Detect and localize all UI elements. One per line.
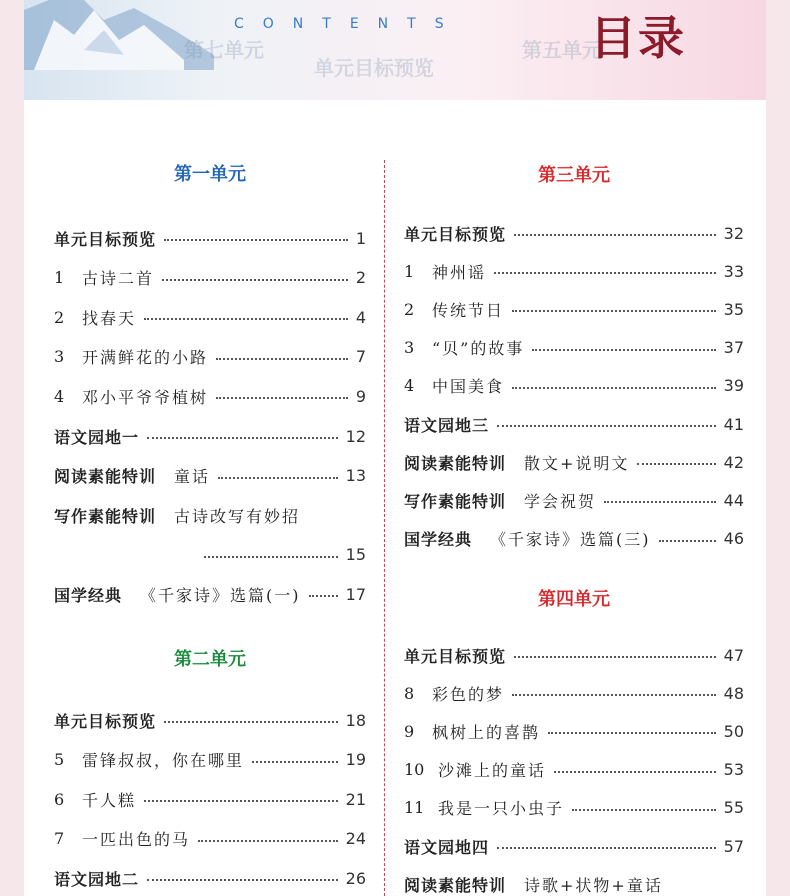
toc-entry[interactable]: [404, 297, 744, 321]
entry-title: 神州谣: [432, 262, 487, 282]
ghost-text: 第五单元: [522, 38, 602, 62]
toc-page: [24, 0, 766, 896]
unit-heading: 第三单元: [538, 165, 610, 186]
entry-title: 单元目标预览: [404, 646, 507, 666]
dot-leader: [252, 761, 338, 763]
page-number: 18: [345, 710, 366, 730]
toc-entry[interactable]: [54, 384, 366, 408]
entry-title: 彩色的梦: [432, 684, 505, 704]
entry-number: 9: [404, 721, 415, 741]
page-number: 4: [355, 307, 366, 327]
entry-title: 单元目标预览: [54, 229, 157, 249]
ghost-text: 单元目标预览: [314, 56, 434, 80]
entry-title: 传统节日: [432, 300, 505, 320]
entry-title: 沙滩上的童话: [438, 761, 547, 781]
column-divider: [384, 160, 385, 896]
toc-entry[interactable]: [54, 748, 366, 772]
toc-entry[interactable]: [404, 374, 744, 398]
entry-subtitle: 《千家诗》选篇(一): [140, 585, 301, 605]
entry-number: 2: [54, 307, 65, 327]
page-number: 24: [345, 829, 366, 849]
entry-title: 语文园地三: [404, 415, 490, 435]
toc-entry[interactable]: [404, 336, 744, 360]
page-number: 39: [723, 376, 744, 396]
dot-leader: [554, 771, 716, 773]
ghost-text: 第七单元: [184, 38, 264, 62]
entry-title: 语文园地四: [404, 837, 490, 857]
entry-number: 1: [54, 268, 65, 288]
entry-number: 10: [404, 760, 425, 780]
entry-number: 2: [404, 299, 415, 319]
dot-leader: [164, 239, 348, 241]
header-banner: [24, 0, 766, 100]
page-number: 35: [723, 299, 744, 319]
entry-title: 我是一只小虫子: [438, 799, 565, 819]
page-number: 37: [723, 338, 744, 358]
entry-title: 单元目标预览: [54, 711, 157, 731]
dot-leader: [147, 437, 338, 439]
toc-entry[interactable]: [404, 412, 744, 436]
dot-leader: [164, 721, 338, 723]
entry-title: 阅读素能特训: [404, 453, 507, 473]
page-number: 42: [723, 452, 744, 472]
entry-title: 一匹出色的马: [82, 830, 191, 850]
toc-entry[interactable]: [404, 834, 744, 858]
entry-title: 开满鲜花的小路: [82, 348, 209, 368]
unit-heading: 第一单元: [174, 164, 246, 185]
entry-title: 雷锋叔叔，你在哪里: [82, 751, 245, 771]
page-number: 12: [345, 426, 366, 446]
toc-entry[interactable]: [54, 866, 366, 890]
page-number: 44: [723, 490, 744, 510]
toc-entry[interactable]: [54, 827, 366, 851]
dot-leader: [512, 694, 716, 696]
entry-number: 7: [54, 829, 65, 849]
entry-number: 4: [54, 386, 65, 406]
entry-title: 阅读素能特训: [54, 467, 157, 487]
entry-title: 枫树上的喜鹊: [432, 722, 541, 742]
entry-number: 3: [54, 347, 65, 367]
page-number: 48: [723, 683, 744, 703]
toc-entry[interactable]: [54, 305, 366, 329]
dot-leader: [548, 732, 716, 734]
entry-title: “贝”的故事: [432, 339, 525, 359]
dot-leader: [497, 847, 716, 849]
toc-entry[interactable]: [404, 259, 744, 283]
unit-heading: 第四单元: [538, 589, 610, 610]
entry-title: 语文园地一: [54, 427, 140, 447]
toc-entry[interactable]: [54, 708, 366, 732]
entry-number: 1: [404, 261, 415, 281]
toc-entry[interactable]: [404, 643, 744, 667]
entry-title: 古诗二首: [82, 269, 155, 289]
dot-leader: [514, 656, 716, 658]
toc-entry[interactable]: [404, 681, 744, 705]
entry-subtitle: 《千家诗》选篇(三): [490, 530, 651, 550]
page-number: 13: [345, 466, 366, 486]
entry-subtitle: 散文+说明文: [524, 453, 630, 473]
page-number: 26: [345, 868, 366, 888]
dot-leader: [216, 358, 348, 360]
entry-number: 6: [54, 789, 65, 809]
page-number: 46: [723, 529, 744, 549]
entry-number: 8: [404, 683, 415, 703]
entry-title: 找春天: [82, 308, 137, 328]
dot-leader: [512, 387, 716, 389]
contents-label: CONTENTS: [234, 16, 463, 32]
toc-entry[interactable]: [404, 758, 744, 782]
dot-leader: [218, 477, 338, 479]
dot-leader: [147, 879, 338, 881]
toc-entry[interactable]: [54, 424, 366, 448]
page-number: 50: [723, 721, 744, 741]
dot-leader: [659, 540, 716, 542]
toc-entry[interactable]: [404, 221, 744, 245]
toc-entry[interactable]: [54, 464, 366, 488]
toc-entry[interactable]: [404, 796, 744, 820]
dot-leader: [144, 318, 348, 320]
entry-number: 4: [404, 376, 415, 396]
page-number: 9: [355, 386, 366, 406]
page-number: 19: [345, 750, 366, 770]
page-number: 47: [723, 645, 744, 665]
dot-leader: [532, 349, 715, 351]
page-number: 21: [345, 789, 366, 809]
entry-subtitle: 学会祝贺: [524, 491, 597, 511]
toc-entry[interactable]: [404, 527, 744, 551]
dot-leader: [514, 234, 716, 236]
page-number: 41: [723, 414, 744, 434]
toc-entry[interactable]: [54, 266, 366, 290]
entry-subtitle: 古诗改写有妙招: [174, 506, 301, 526]
dot-leader: [216, 397, 348, 399]
entry-number: 5: [54, 750, 65, 770]
toc-entry[interactable]: [54, 345, 366, 369]
entry-title: 国学经典: [404, 530, 473, 550]
dot-leader: [144, 800, 338, 802]
entry-title: 写作素能特训: [404, 491, 507, 511]
entry-number: 3: [404, 338, 415, 358]
toc-entry[interactable]: [404, 872, 744, 896]
dot-leader: [637, 463, 715, 465]
entry-title: 单元目标预览: [404, 224, 507, 244]
entry-title: 邓小平爷爷植树: [82, 387, 209, 407]
dot-leader: [309, 595, 338, 597]
page-number: 1: [355, 228, 366, 248]
toc-entry[interactable]: [404, 488, 744, 512]
dot-leader: [162, 279, 348, 281]
page-number: 15: [345, 545, 366, 565]
entry-title: 阅读素能特训: [404, 875, 507, 895]
dot-leader: [497, 425, 716, 427]
entry-number: 11: [404, 798, 425, 818]
page-number: 33: [723, 261, 744, 281]
entry-title: 语文园地二: [54, 869, 140, 889]
entry-title: 中国美食: [432, 377, 505, 397]
page-title: 目录: [590, 11, 686, 65]
page-number: 57: [723, 836, 744, 856]
page-number: 55: [723, 798, 744, 818]
toc-entry[interactable]: [54, 787, 366, 811]
unit-heading: 第二单元: [174, 649, 246, 670]
dot-leader: [204, 556, 338, 558]
page-number: 7: [355, 347, 366, 367]
dot-leader: [198, 840, 338, 842]
page-number: 53: [723, 760, 744, 780]
toc-entry[interactable]: [404, 450, 744, 474]
entry-subtitle: 童话: [174, 467, 211, 487]
toc-entry[interactable]: [404, 719, 744, 743]
toc-entry[interactable]: [54, 543, 366, 567]
page-number: 2: [355, 268, 366, 288]
entry-title: 国学经典: [54, 585, 123, 605]
dot-leader: [494, 272, 716, 274]
entry-title: 千人糕: [82, 790, 137, 810]
page-number: 32: [723, 223, 744, 243]
page-number: 17: [345, 584, 366, 604]
toc-entry[interactable]: [54, 503, 366, 527]
dot-leader: [572, 809, 716, 811]
dot-leader: [604, 501, 716, 503]
entry-subtitle: 诗歌+状物+童话: [524, 875, 663, 895]
toc-entry[interactable]: [54, 582, 366, 606]
entry-title: 写作素能特训: [54, 506, 157, 526]
toc-entry[interactable]: [54, 226, 366, 250]
dot-leader: [512, 310, 716, 312]
